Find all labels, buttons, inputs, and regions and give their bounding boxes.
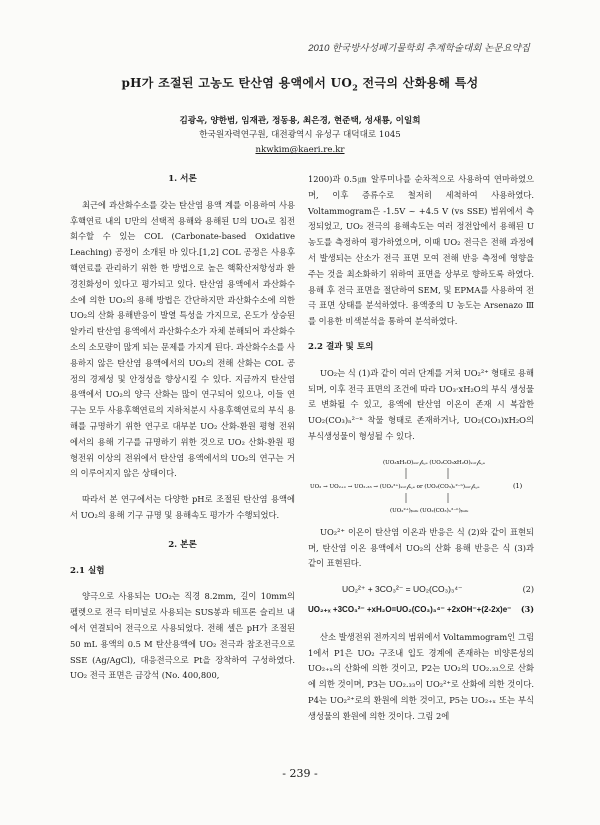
paper-title (0, 74, 600, 92)
experiment-paragraph: 양극으로 사용되는 UO₂는 직경 8.2mm, 길이 10mm의 펠렛으로 전극 터미널로 사용되는 SUS봉과 테프론 슬리브 내에서 연결되어 전극으로 사용되었다. 전해 셀은 pH가 조절된 50 mL 용액의 0.5 M 탄산용액에 UO₂ 전극과 참조전극으로 SSE (Ag/AgCl), 대응전극으로 Pt을 장착하여 구성하였다. UO₂ 전극 표면은 금강석 (No. 400,800, (70, 591, 295, 681)
results-paragraph-3: 산소 발생전위 전까지의 범위에서 Voltammogram인 그림 1에서 P1은 UO₂ 구조내 입도 경계에 존재하는 비양론성의 UO₂₊ₓ의 산화에 의한 것이고, P2는 UO₂의 UO₂.₃₃으로 산화에 의한 것이며, P3는 UO₂.₃₃이 UO₂²⁺로 산화에 의한 것이다. P4는 UO₂²⁺로의 환원에 의한 것이고, P5는 UO₂₊ₓ 또는 부식생성물의 환원에 의한 것이다. 그림 2에 (308, 631, 534, 721)
body-heading: 2. 본론 (168, 539, 197, 550)
intro-paragraph-1: 최근에 과산화수소를 갖는 탄산염 용액 계를 이용하여 사용후핵연료 내의 U만의 선택적 용해와 용해된 U의 UO₄로 침전 회수할 수 있는 COL (Carbonate-based Oxidative Leaching) 공정이 소개된 바 있다.[1,2] COL 공정은 사용후핵연료를 관리하기 위한 한 방법으로 높은 핵확산저항성과 환경친화성이 있다고 평가되고 있다. 탄산염 용액에서 과산화수소에 의한 UO₂의 용해 방법은 간단하지만 과산화수소에 의한 UO₂의 산화 용해반응이 발열 특성을 가지므로, 온도가 상승된 알카리 탄산염 용액에서 과산화수소가 자체 분해되어 과산화수소의 소모량이 많게 되는 문제를 가지게 된다. 과산화수소를 사용하지 않은 탄산염 용액에서의 UO₂의 전해 산화는 COL 공정의 경제성 및 안정성을 향상시킬 수 있다. 지금까지 탄산염 용액에서 UO₂의 양극 산화는 많이 연구되어 있으나, 이들 연구는 모두 사용후핵연료의 지하처분시 사용후핵연료의 부식 용해를 규명하기 위한 연구로 대부분 UO₂ 산화-환원 평형 전위에서의 용해 기구를 규명하기 위한 것으로 UO₂ 산화-환원 평형전위 이상의 전위에서 탄산염 용액에서의 UO₂의 연구는 거의 이루어지지 않은 상태이다. (70, 199, 295, 479)
title-subscript: 2 (352, 82, 359, 93)
reaction-scheme-figure (308, 455, 534, 517)
results-paragraph-1: UO₂는 식 (1)과 같이 여러 단계를 거쳐 UO₂²⁺ 형태로 용해되며, 이후 전극 표면의 조건에 따라 UO₃·xH₂O의 부식 생성물로 변화될 수 있고, 용액에 탄산염 이온이 존재 시 복잡한 UO₂(CO₃)ₙ²⁻ⁿ 착물 형태로 존재하거나, UO₂(CO₃)xH₂O의 부식생성물이 형성될 수 있다. (308, 367, 534, 441)
equation-3 (308, 602, 534, 618)
intro-paragraph-2: 따라서 본 연구에서는 다양한 pH로 조절된 탄산염 용액에서 UO₂의 용해 기구 규명 및 용해속도 평가가 수행되었다. (70, 494, 295, 520)
intro-heading: 1. 서론 (168, 174, 197, 184)
author-email[interactable]: nkwkim@kaeri.re.kr (255, 145, 345, 155)
title-text-pre: pH가 조절된 고농도 탄산염 용액에서 UO (121, 76, 353, 90)
page-number: - 239 - (282, 767, 318, 780)
author-list: 김광옥, 양한범, 임재관, 정동용, 최은경, 현준택, 성새룡, 이일희 (179, 116, 421, 126)
scheme-bottom-row: (UO₂²⁺)ᵦᵤₗₖ (UO₂(CO₃)ₙ²⁻ⁿ)ᵦᵤₗₖ (390, 507, 469, 514)
experiment-heading: 2.1 실험 (70, 565, 105, 576)
results-paragraph-2: UO₂²⁺ 이온이 탄산염 이온과 반응은 식 (2)와 같이 표현되며, 탄산염 이온 용액에서 UO₂의 산화 용해 반응은 식 (3)과 같이 표현된다. (308, 526, 534, 569)
equation-3-text: UO₂₊ₓ +3CO₃²⁻ +xH₂O=UO₂(CO₃)₃⁴⁻ +2xOH⁻+(2-2x)e⁻ (308, 604, 512, 614)
right-column (308, 172, 534, 735)
equation-2-text: UO₂²⁺ + 3CO₃²⁻ = UO₂(CO₃)₃⁴⁻ (342, 584, 463, 595)
equation-2-number: (2) (522, 585, 534, 595)
affiliation: 한국원자력연구원, 대전광역시 유성구 대덕대로 1045 (199, 130, 401, 140)
equation-3-number: (3) (520, 603, 534, 614)
results-heading: 2.2 결과 및 토의 (308, 341, 374, 352)
equation-2 (308, 582, 534, 598)
running-header: 2010 한국방사성폐기물학회 추계학술대회 논문요약집 (308, 43, 530, 54)
scheme-top-row: (UO₃xH₂O)ₛᵤᵣ𝒻ₐ꜀ₑ (UO₂CO₃xH₂O)ₛᵤᵣ𝒻ₐ꜀ₑ (383, 459, 485, 466)
title-text-post: 전극의 산화용해 특성 (358, 76, 479, 90)
experiment-paragraph-continued: 1200)과 0.5㎛ 알루미나를 순차적으로 사용하여 연마하였으며, 이후 증류수로 철저히 세척하여 사용하였다. Voltammogram은 -1.5V ~ +4.5 V (vs SSE) 범위에서 측정되었고, UO₂ 전극의 용해속도는 여러 정전압에서 용해된 U 농도를 측정하여 평가하였으며, 이때 UO₂ 전극은 전해 과정에서 발생되는 산소가 전극 표면 모여 전해 반응 측정에 영향을 주는 것을 최소화하기 위하여 표면을 상부로 향하도록 하였다. 용해 후 전극 표면을 절단하여 SEM, 및 EPMA를 사용하여 전극 표면 상태를 분석하였다. 용액중의 U 농도는 Arsenazo Ⅲ를 이용한 비색분석을 통하여 분석하였다. (308, 174, 534, 327)
scheme-main-row: UO₂ → UO₂₊ₓ → UO₂.₃₃ → (UO₂²⁺)ₛᵤᵣ𝒻ₐ꜀ₑ or (UO₂(CO₃)ₙ²⁻ⁿ)ₛᵤᵣ𝒻ₐ꜀ₑ (310, 483, 480, 490)
scheme-equation-number: (1) (513, 481, 523, 490)
left-column (70, 172, 295, 694)
reaction-scheme-1 (308, 455, 534, 517)
